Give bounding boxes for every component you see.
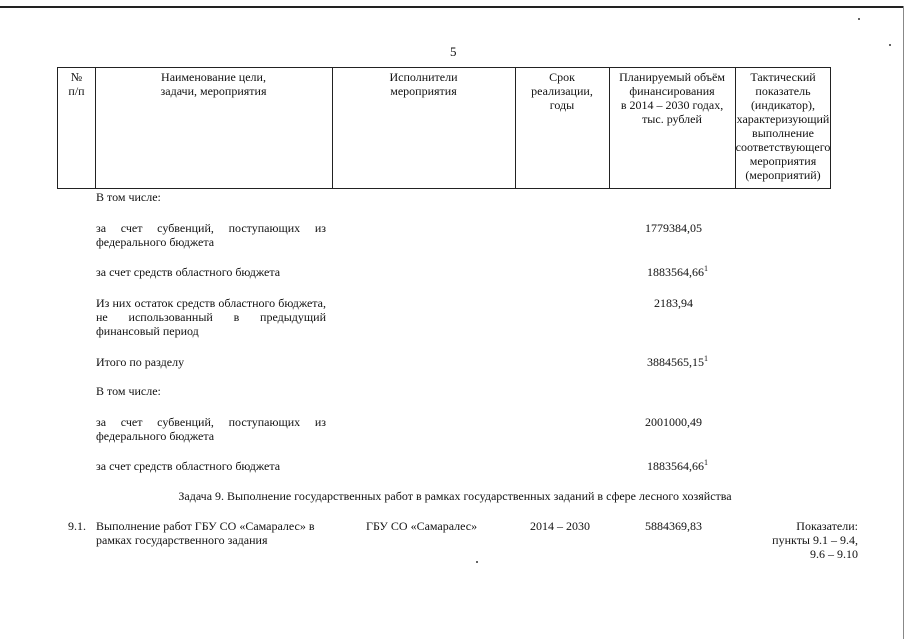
section-total-value: 3884565,15$^1$ [647,354,708,369]
header-name: Наименование цели, задачи, мероприятия [160,70,267,98]
table-header [57,67,831,189]
regional-budget-value-2: 1883564,66$^1$ [647,458,708,473]
header-indicator: Тактический показатель (индикатор), характеризующий выполнение соответствующего мероприятия (мероприятий) [735,70,831,182]
scan-speck [858,18,860,20]
regional-budget-label-2: за счет средств областного бюджета [96,459,281,473]
scan-speck [889,44,891,46]
federal-subvention-value-2: 2001000,49 [645,415,702,429]
page-top-border [0,6,903,8]
scan-speck [476,561,478,563]
item-amount: 5884369,83 [645,519,702,533]
item-indicator: Показатели: пункты 9.1 – 9.4, 9.6 – 9.10 [772,519,858,561]
header-number: № п/п [68,70,85,98]
item-executor: ГБУ СО «Самаралес» [366,519,478,533]
item-period: 2014 – 2030 [530,519,590,533]
federal-subvention-label: за счет субвенций, поступающих из федерального бюджета [96,221,326,249]
page-right-border [903,6,904,639]
regional-budget-value: 1883564,66$^1$ [647,264,708,279]
federal-subvention-value: 1779384,05 [645,221,702,235]
footnote-mark: 1 [704,354,708,363]
header-period: Срок реализации, годы [531,70,593,112]
footnote-mark: 1 [704,264,708,273]
header-funding: Планируемый объём финансирования в 2014 – 2030 годах, тыс. рублей [619,70,725,126]
footnote-mark: 1 [704,458,708,467]
in-total-label-2: В том числе: [96,384,161,398]
page-number: 5 [450,44,457,59]
item-name: Выполнение работ ГБУ СО «Самаралес» в рамках государственного задания [96,519,315,547]
remainder-label: Из них остаток средств областного бюджета, не использованный в предыдущий финансовый период [96,296,326,338]
header-executors: Исполнители мероприятия [389,70,458,98]
in-total-label: В том числе: [96,190,161,204]
federal-subvention-label-2: за счет субвенций, поступающих из федерального бюджета [96,415,326,443]
regional-budget-label: за счет средств областного бюджета [96,265,281,279]
remainder-value: 2183,94 [654,296,693,310]
item-number: 9.1. [68,519,86,533]
section-total-label: Итого по разделу [96,355,185,369]
task-heading: Задача 9. Выполнение государственных работ в рамках государственных заданий в сфере лесного хозяйства [178,489,732,503]
